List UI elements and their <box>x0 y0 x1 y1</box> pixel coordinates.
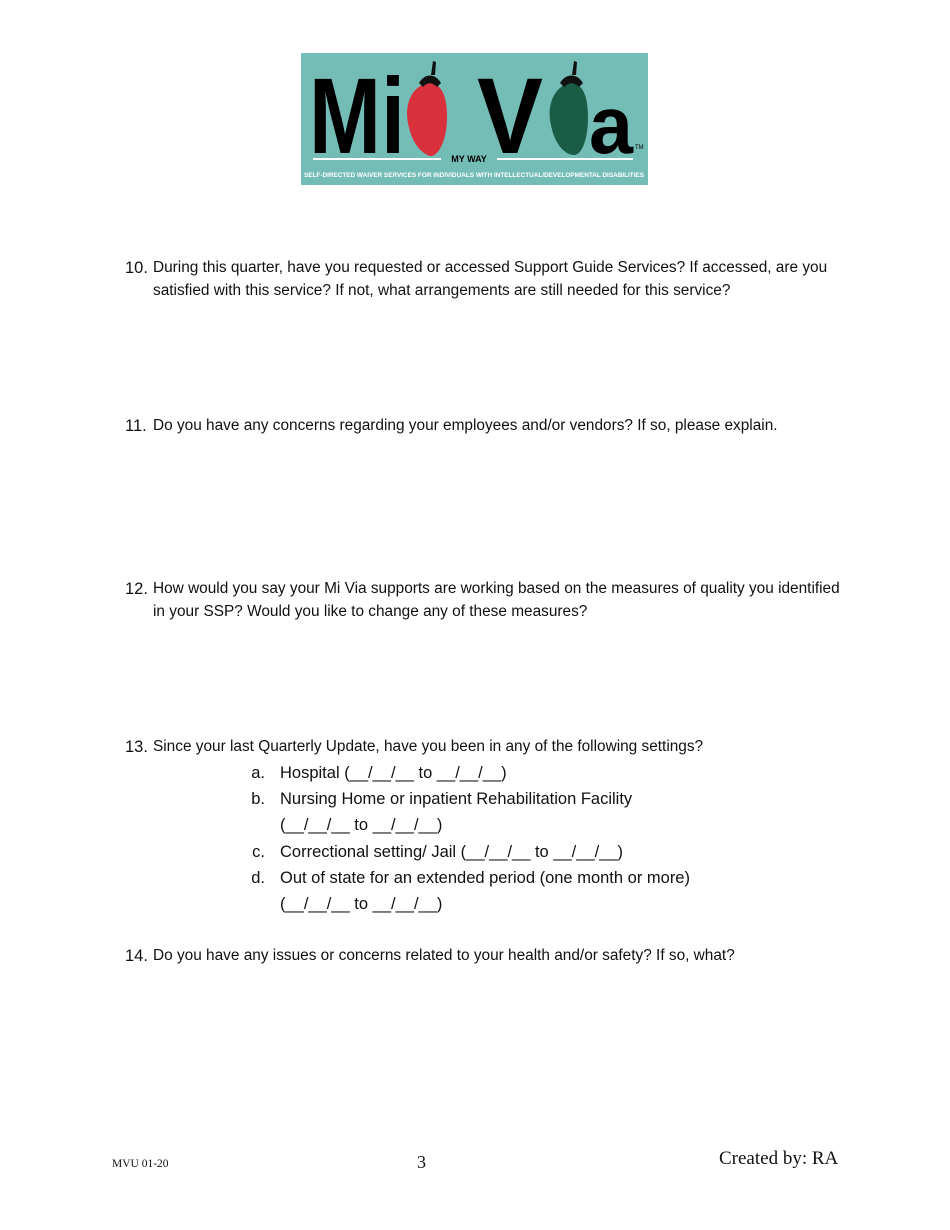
question-13 <box>125 736 845 759</box>
logo-title-v: V <box>477 55 543 176</box>
red-pepper-stalk-icon <box>431 61 436 75</box>
question-number: 12. <box>125 580 148 598</box>
setting-item-b <box>250 786 632 838</box>
setting-date-range: (__/__/__ to __/__/__) <box>280 816 443 834</box>
created-by: Created by: RA <box>719 1148 839 1169</box>
question-text: Do you have any concerns regarding your employees and/or vendors? If so, please explain. <box>153 417 778 434</box>
setting-item-c <box>250 839 623 865</box>
question-number: 11. <box>125 417 147 435</box>
setting-letter: a. <box>251 764 265 782</box>
green-pepper-icon <box>550 83 588 155</box>
logo-title-mi: Mi <box>309 55 405 176</box>
question-12 <box>125 578 845 623</box>
question-text: Do you have any issues or concerns related to your health and/or safety? If so, what? <box>153 947 735 964</box>
setting-letter: c. <box>252 843 265 861</box>
question-text: Since your last Quarterly Update, have you been in any of the following settings? <box>153 738 704 755</box>
setting-item-a <box>250 760 507 786</box>
setting-date-range: (__/__/__ to __/__/__) <box>280 895 443 913</box>
question-number: 14. <box>125 947 148 965</box>
logo-title-a: a <box>589 80 635 171</box>
setting-letter: b. <box>251 790 265 808</box>
question-14 <box>125 945 845 968</box>
logo-subtitle: SELF-DIRECTED WAIVER SERVICES FOR INDIVIDUALS WITH INTELLECTUAL/DEVELOPMENTAL DISABILITIES <box>304 173 644 179</box>
red-pepper-icon <box>407 83 447 156</box>
logo-trademark: TM <box>635 145 644 151</box>
setting-item-d <box>250 865 690 917</box>
question-number: 13. <box>125 738 148 756</box>
question-text: How would you say your Mi Via supports are working based on the measures of quality you identified in your SSP? Would you like to change any of these measures? <box>153 580 840 620</box>
setting-letter: d. <box>251 869 265 887</box>
question-number: 10. <box>125 259 148 277</box>
setting-text: Hospital (__/__/__ to __/__/__) <box>280 764 507 782</box>
page-number: 3 <box>417 1152 426 1172</box>
logo-tagline: MY WAY <box>451 154 487 164</box>
question-text: During this quarter, have you requested or accessed Support Guide Services? If accessed, are you satisfied with this service? If not, what arrangements are still needed for this service? <box>153 259 828 299</box>
question-11 <box>125 415 845 438</box>
setting-text: Out of state for an extended period (one month or more) <box>280 869 690 887</box>
setting-text: Correctional setting/ Jail (__/__/__ to __/__/__) <box>280 843 624 861</box>
question-10 <box>125 257 845 302</box>
form-code: MVU 01-20 <box>112 1158 169 1170</box>
mi-via-logo <box>301 53 648 185</box>
green-pepper-stalk-icon <box>572 61 577 75</box>
setting-text: Nursing Home or inpatient Rehabilitation Facility <box>280 790 633 808</box>
logo-graphic <box>301 53 648 185</box>
